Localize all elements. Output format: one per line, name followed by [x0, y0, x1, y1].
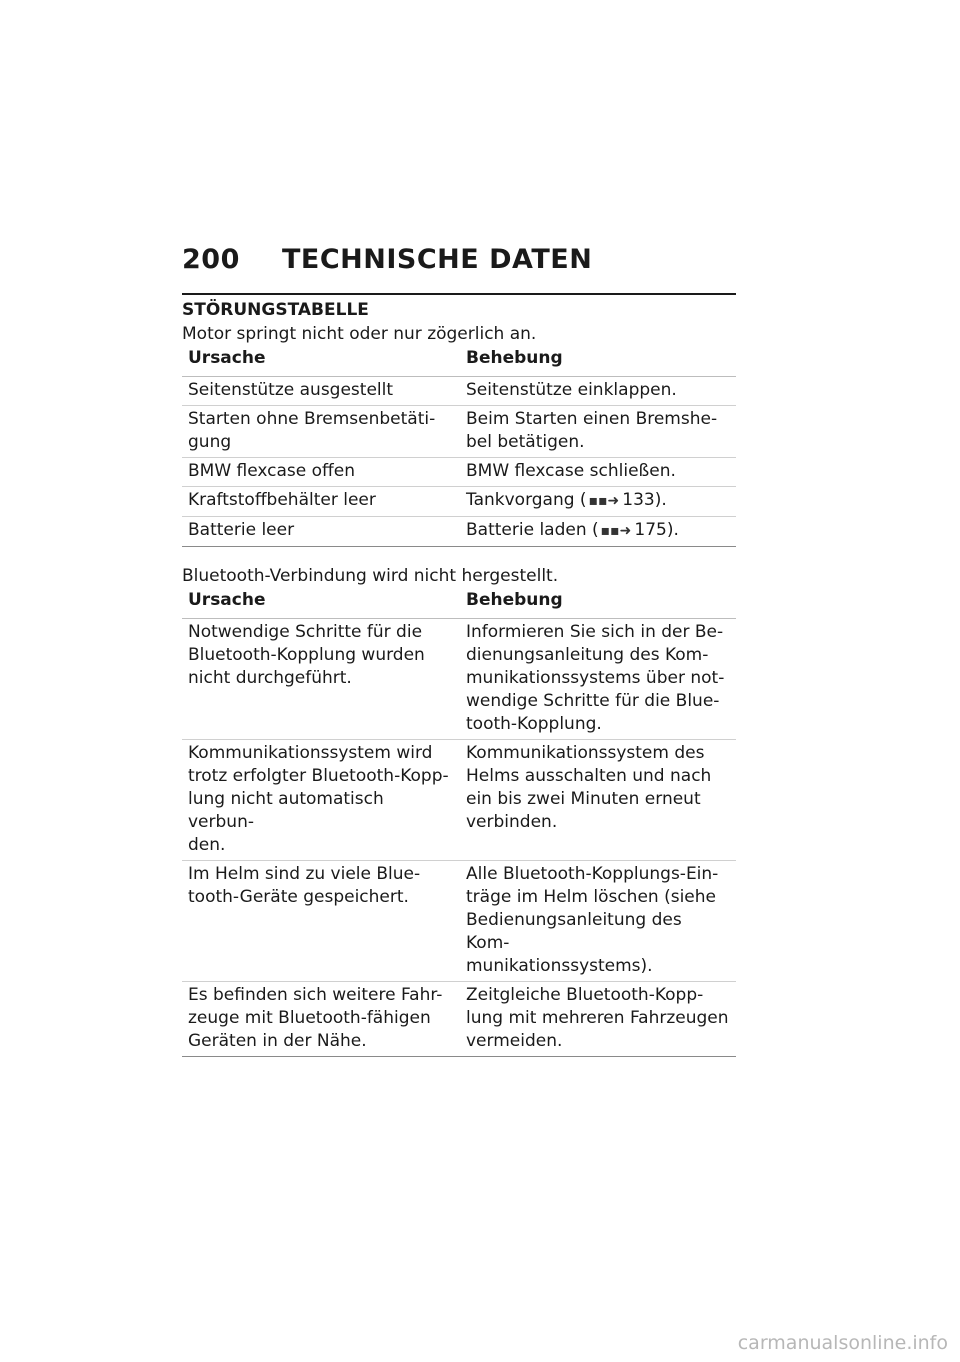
watermark: carmanualsonline.info — [737, 1332, 948, 1354]
fix-cell — [460, 517, 736, 547]
fix-cell: Seitenstütze einklappen. — [460, 377, 736, 406]
fix-cell: Beim Starten einen Bremshe- bel betätigen. — [460, 406, 736, 458]
fix-cell: Zeitgleiche Bluetooth-Kopp- lung mit mehreren Fahrzeugen vermeiden. — [460, 982, 736, 1057]
table-row — [182, 861, 736, 982]
table-row — [182, 458, 736, 487]
table-row — [182, 982, 736, 1057]
header-fix: Behebung — [460, 345, 736, 377]
cause-cell: Es befinden sich weitere Fahr- zeuge mit Bluetooth-fähigen Geräten in der Nähe. — [182, 982, 460, 1057]
page-number: 200 — [182, 244, 240, 275]
page-reference-arrow-icon: ▪▪➜ — [588, 493, 620, 509]
cause-cell: Batterie leer — [182, 517, 460, 547]
table-row — [182, 517, 736, 547]
header-fix: Behebung — [460, 587, 736, 619]
cause-cell: Notwendige Schritte für die Bluetooth-Kopplung wurden nicht durchgeführt. — [182, 619, 460, 740]
header-cause: Ursache — [182, 587, 460, 619]
troubleshooting-table-engine — [182, 345, 736, 547]
table2-intro: Bluetooth-Verbindung wird nicht hergestellt. — [182, 566, 559, 586]
fix-cell: Alle Bluetooth-Kopplungs-Ein- träge im Helm löschen (siehe Bedienungsanleitung des Kom- munikationssystems). — [460, 861, 736, 982]
fix-cell — [460, 487, 736, 517]
page-reference[interactable]: 133 — [622, 490, 655, 510]
cause-cell: Im Helm sind zu viele Blue- tooth-Geräte gespeichert. — [182, 861, 460, 982]
table-row — [182, 377, 736, 406]
table-row — [182, 619, 736, 740]
header-cause: Ursache — [182, 345, 460, 377]
fix-text: Batterie laden ( — [466, 520, 599, 540]
page-reference[interactable]: 175 — [634, 520, 667, 540]
table1-intro: Motor springt nicht oder nur zögerlich an. — [182, 324, 537, 344]
table-header-row — [182, 587, 736, 619]
page-content — [182, 293, 736, 1057]
cause-cell: Starten ohne Bremsenbetäti- gung — [182, 406, 460, 458]
fix-cell: BMW flexcase schließen. — [460, 458, 736, 487]
cause-cell: Kommunikationssystem wird trotz erfolgter Bluetooth-Kopp- lung nicht automatisch verbun- den. — [182, 740, 460, 861]
fix-cell: Kommunikationssystem des Helms ausschalten und nach ein bis zwei Minuten erneut verbinden. — [460, 740, 736, 861]
table-row — [182, 487, 736, 517]
troubleshooting-table-bluetooth — [182, 587, 736, 1057]
chapter-title: TECHNISCHE DATEN — [282, 244, 593, 275]
fix-text: Tankvorgang ( — [466, 490, 587, 510]
page-header — [182, 244, 592, 275]
fix-text-end: ). — [654, 490, 667, 510]
table-row — [182, 406, 736, 458]
page-reference-arrow-icon: ▪▪➜ — [600, 523, 632, 539]
cause-cell: Seitenstütze ausgestellt — [182, 377, 460, 406]
table-row — [182, 740, 736, 861]
section-title: STÖRUNGSTABELLE — [182, 293, 736, 321]
table-header-row — [182, 345, 736, 377]
fix-cell: Informieren Sie sich in der Be- dienungsanleitung des Kom- munikationssystems über not- wendige Schritte für die Blue- tooth-Kopplung. — [460, 619, 736, 740]
fix-text-end: ). — [666, 520, 679, 540]
cause-cell: Kraftstoffbehälter leer — [182, 487, 460, 517]
cause-cell: BMW flexcase offen — [182, 458, 460, 487]
